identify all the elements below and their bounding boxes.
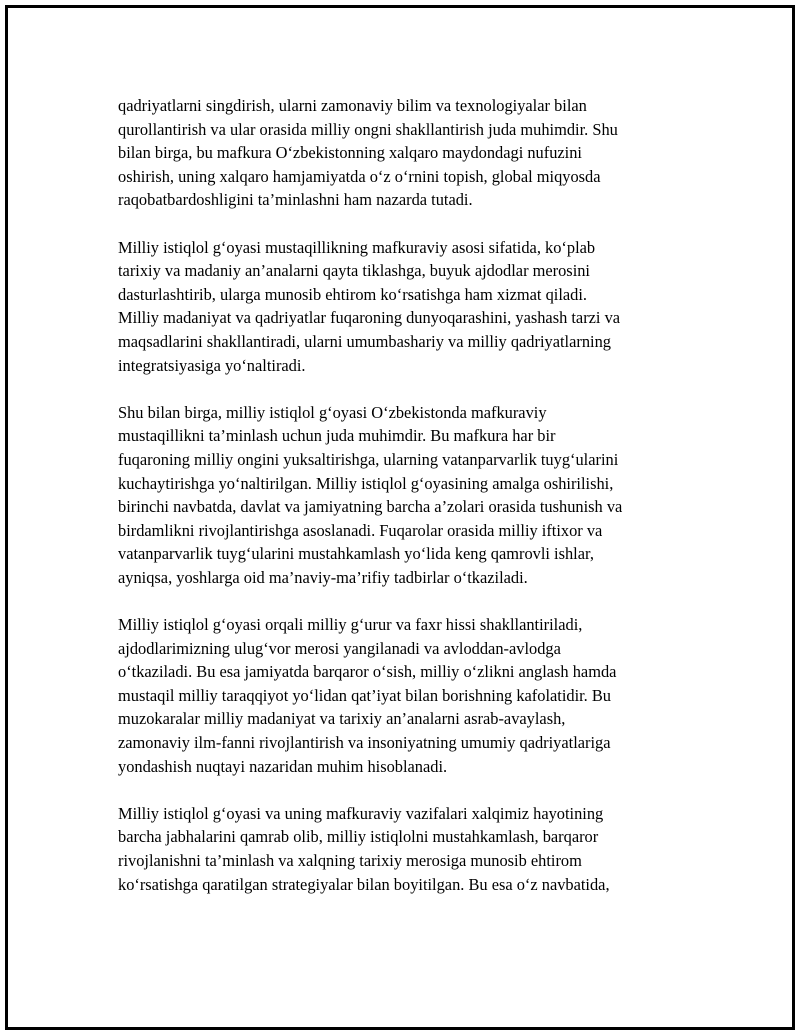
- text-line: raqobatbardoshligini ta’minlashni ham nazarda tutadi.: [118, 190, 473, 210]
- text-line: ajdodlarimizning ulug‘vor merosi yangilanadi va avloddan-avlodga: [118, 638, 561, 658]
- text-line: ayniqsa, yoshlarga oid ma’naviy-ma’rifiy tadbirlar o‘tkaziladi.: [118, 567, 528, 587]
- text-line: qurollantirish va ular orasida milliy ongni shakllantirish juda muhimdir. Shu: [118, 119, 618, 139]
- text-line: Milliy istiqlol g‘oyasi va uning mafkuraviy vazifalari xalqimiz hayotining: [118, 803, 604, 823]
- text-line: Milliy istiqlol g‘oyasi mustaqillikning mafkuraviy asosi sifatida, ko‘plab: [118, 237, 596, 257]
- text-line: dasturlashtirib, ularga munosib ehtirom ko‘rsatishga ham xizmat qiladi.: [118, 284, 588, 304]
- text-line: Milliy istiqlol g‘oyasi orqali milliy g‘urur va faxr hissi shakllantiriladi,: [118, 615, 583, 635]
- text-line: birdamlikni rivojlantirishga asoslanadi. Fuqarolar orasida milliy iftixor va: [118, 520, 603, 540]
- text-line: barcha jabhalarini qamrab olib, milliy istiqlolni mustahkamlash, barqaror: [118, 827, 599, 847]
- text-line: maqsadlarini shakllantiradi, ularni umumbashariy va milliy qadriyatlarning: [118, 331, 611, 351]
- text-line: yondashish nuqtayi nazaridan muhim hisoblanadi.: [118, 756, 448, 776]
- document-body: [118, 94, 690, 920]
- text-line: tarixiy va madaniy an’analarni qayta tiklashga, buyuk ajdodlar merosini: [118, 261, 590, 281]
- text-line: Milliy madaniyat va qadriyatlar fuqaroning dunyoqarashini, yashash tarzi va: [118, 308, 621, 328]
- text-line: rivojlanishni ta’minlash va xalqning tarixiy merosiga munosib ehtirom: [118, 851, 582, 870]
- paragraph-3: [118, 401, 690, 590]
- text-line: ko‘rsatishga qaratilgan strategiyalar bilan boyitilgan. Bu esa o‘z navbatida,: [118, 874, 610, 894]
- text-line: mustaqil milliy taraqqiyot yo‘lidan qat’iyat bilan borishning kafolatidir. Bu: [118, 685, 612, 705]
- text-line: zamonaviy ilm-fanni rivojlantirish va insoniyatning umumiy qadriyatlariga: [118, 733, 611, 753]
- text-line: muzokaralar milliy madaniyat va tarixiy an’analarni asrab-avaylash,: [118, 709, 566, 729]
- text-line: oshirish, uning xalqaro hamjamiyatda o‘z o‘rnini topish, global miqyosda: [118, 166, 601, 186]
- text-line: kuchaytirishga yo‘naltirilgan. Milliy istiqlol g‘oyasining amalga oshirilishi,: [118, 473, 614, 493]
- paragraph-4: [118, 613, 690, 778]
- paragraph-5: [118, 802, 690, 896]
- text-line: o‘tkaziladi. Bu esa jamiyatda barqaror o‘sish, milliy o‘zlikni anglash hamda: [118, 662, 617, 682]
- text-line: mustaqillikni ta’minlash uchun juda muhimdir. Bu mafkura har bir: [118, 426, 556, 446]
- text-line: integratsiyasiga yo‘naltiradi.: [118, 355, 306, 375]
- text-line: Shu bilan birga, milliy istiqlol g‘oyasi O‘zbekistonda mafkuraviy: [118, 402, 547, 422]
- text-line: fuqaroning milliy ongini yuksaltirishga, ularning vatanparvarlik tuyg‘ularini: [118, 449, 619, 469]
- paragraph-1: [118, 94, 690, 212]
- text-line: birinchi navbatda, davlat va jamiyatning barcha a’zolari orasida tushunish va: [118, 497, 623, 517]
- text-line: qadriyatlarni singdirish, ularni zamonaviy bilim va texnologiyalar bilan: [118, 96, 587, 115]
- paragraph-2: [118, 236, 690, 378]
- text-line: bilan birga, bu mafkura O‘zbekistonning xalqaro maydondagi nufuzini: [118, 143, 582, 163]
- text-line: vatanparvarlik tuyg‘ularini mustahkamlash yo‘lida keng qamrovli ishlar,: [118, 544, 594, 564]
